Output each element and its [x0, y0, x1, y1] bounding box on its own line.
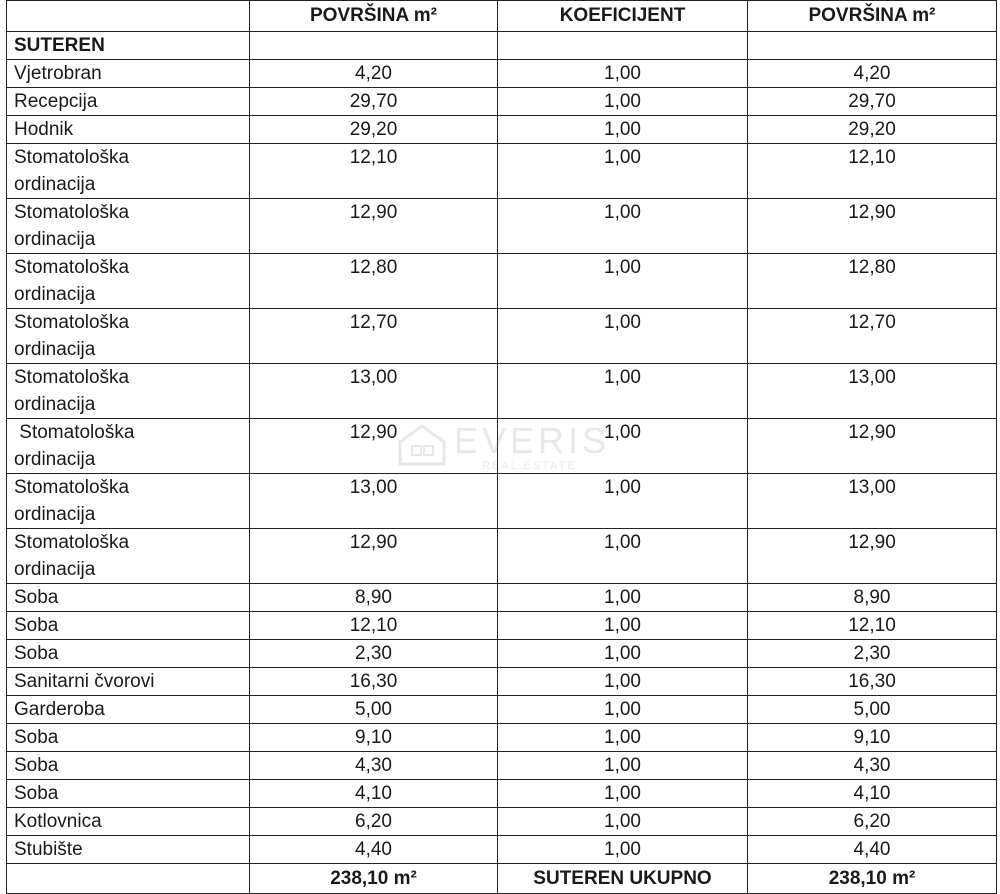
- table-row: [7, 780, 997, 808]
- header-cell-area: POVRŠINA m²: [250, 1, 498, 32]
- table-row: [7, 696, 997, 724]
- coefficient-cell: 1,00: [498, 529, 748, 584]
- room-name-cell: Garderoba: [7, 696, 250, 724]
- coefficient-cell: 1,00: [498, 780, 748, 808]
- section-empty-cell: [748, 32, 997, 60]
- room-name-cell: Stomatološka ordinacija: [7, 254, 250, 309]
- coefficient-cell: 1,00: [498, 199, 748, 254]
- coefficient-cell: 1,00: [498, 836, 748, 864]
- watermark-brand: EVERIS: [454, 420, 611, 461]
- table-row: [7, 116, 997, 144]
- total-area-cell: 12,90: [748, 419, 997, 474]
- section-label: SUTEREN: [7, 32, 250, 60]
- table-row: [7, 254, 997, 309]
- coefficient-cell: 1,00: [498, 116, 748, 144]
- area-cell: 5,00: [250, 696, 498, 724]
- coefficient-cell: 1,00: [498, 724, 748, 752]
- table-row: [7, 88, 997, 116]
- room-name-cell: Kotlovnica: [7, 808, 250, 836]
- area-cell: 4,30: [250, 752, 498, 780]
- total-area-final: 238,10 m²: [748, 864, 997, 894]
- table-row: [7, 529, 997, 584]
- room-name-cell: Soba: [7, 584, 250, 612]
- table-row: [7, 419, 997, 474]
- total-area-cell: 13,00: [748, 474, 997, 529]
- room-name-cell: Hodnik: [7, 116, 250, 144]
- total-area-cell: 12,10: [748, 612, 997, 640]
- coefficient-cell: 1,00: [498, 88, 748, 116]
- coefficient-cell: 1,00: [498, 60, 748, 88]
- table-row: [7, 199, 997, 254]
- room-name-cell: Soba: [7, 752, 250, 780]
- coefficient-cell: 1,00: [498, 752, 748, 780]
- area-cell: 8,90: [250, 584, 498, 612]
- area-cell: 12,70: [250, 309, 498, 364]
- total-area-cell: 8,90: [748, 584, 997, 612]
- total-area-cell: 9,10: [748, 724, 997, 752]
- table-row: [7, 808, 997, 836]
- total-area-cell: 13,00: [748, 364, 997, 419]
- table-row: [7, 60, 997, 88]
- room-name-cell: Soba: [7, 612, 250, 640]
- coefficient-cell: 1,00: [498, 419, 748, 474]
- total-area-cell: 6,20: [748, 808, 997, 836]
- total-area-cell: 5,00: [748, 696, 997, 724]
- table-row: [7, 640, 997, 668]
- total-row: [7, 864, 997, 894]
- room-name-cell: Soba: [7, 640, 250, 668]
- coefficient-cell: 1,00: [498, 612, 748, 640]
- area-cell: 2,30: [250, 640, 498, 668]
- total-area-cell: 29,20: [748, 116, 997, 144]
- room-name-cell: Stomatološka ordinacija: [7, 529, 250, 584]
- room-name-cell: Stubište: [7, 836, 250, 864]
- total-area-cell: 16,30: [748, 668, 997, 696]
- total-area-cell: 4,20: [748, 60, 997, 88]
- total-area-cell: 4,30: [748, 752, 997, 780]
- area-cell: 4,40: [250, 836, 498, 864]
- coefficient-cell: 1,00: [498, 808, 748, 836]
- header-cell-total-area: POVRŠINA m²: [748, 1, 997, 32]
- room-name-cell: Stomatološka ordinacija: [7, 309, 250, 364]
- area-cell: 12,90: [250, 529, 498, 584]
- table-row: [7, 144, 997, 199]
- total-area-cell: 4,40: [748, 836, 997, 864]
- table-row: [7, 612, 997, 640]
- section-empty-cell: [250, 32, 498, 60]
- room-name-cell: Stomatološka ordinacija: [7, 199, 250, 254]
- total-area-cell: 4,10: [748, 780, 997, 808]
- table-row: [7, 474, 997, 529]
- area-cell: 16,30: [250, 668, 498, 696]
- table-row: [7, 724, 997, 752]
- area-cell: 12,10: [250, 144, 498, 199]
- header-cell-coefficient: KOEFICIJENT: [498, 1, 748, 32]
- room-name-cell: Stomatološka ordinacija: [7, 474, 250, 529]
- room-name-cell: Recepcija: [7, 88, 250, 116]
- watermark-subtitle: REAL ESTATE: [482, 460, 577, 472]
- coefficient-cell: 1,00: [498, 474, 748, 529]
- header-row: [7, 1, 997, 32]
- room-name-cell: Stomatološka ordinacija: [7, 144, 250, 199]
- total-area-cell: 12,10: [748, 144, 997, 199]
- total-area-cell: 12,90: [748, 199, 997, 254]
- coefficient-cell: 1,00: [498, 668, 748, 696]
- coefficient-cell: 1,00: [498, 364, 748, 419]
- room-name-cell: Soba: [7, 724, 250, 752]
- total-area-sum: 238,10 m²: [250, 864, 498, 894]
- area-cell: 12,90: [250, 419, 498, 474]
- coefficient-cell: 1,00: [498, 309, 748, 364]
- coefficient-cell: 1,00: [498, 584, 748, 612]
- total-area-cell: 2,30: [748, 640, 997, 668]
- total-area-cell: 12,80: [748, 254, 997, 309]
- room-name-cell: Vjetrobran: [7, 60, 250, 88]
- area-cell: 12,80: [250, 254, 498, 309]
- table-row: [7, 836, 997, 864]
- room-name-cell: Stomatološka ordinacija: [7, 419, 250, 474]
- table-row: [7, 668, 997, 696]
- total-label: SUTEREN UKUPNO: [498, 864, 748, 894]
- area-cell: 12,90: [250, 199, 498, 254]
- area-cell: 29,70: [250, 88, 498, 116]
- coefficient-cell: 1,00: [498, 640, 748, 668]
- area-cell: 13,00: [250, 364, 498, 419]
- coefficient-cell: 1,00: [498, 696, 748, 724]
- table-row: [7, 364, 997, 419]
- total-area-cell: 12,70: [748, 309, 997, 364]
- header-cell-name: [7, 1, 250, 32]
- area-table: [6, 0, 997, 894]
- coefficient-cell: 1,00: [498, 144, 748, 199]
- total-empty-cell: [7, 864, 250, 894]
- area-cell: 6,20: [250, 808, 498, 836]
- room-name-cell: Stomatološka ordinacija: [7, 364, 250, 419]
- room-name-cell: Sanitarni čvorovi: [7, 668, 250, 696]
- total-area-cell: 12,90: [748, 529, 997, 584]
- area-cell: 13,00: [250, 474, 498, 529]
- area-cell: 4,20: [250, 60, 498, 88]
- area-cell: 9,10: [250, 724, 498, 752]
- area-cell: 12,10: [250, 612, 498, 640]
- room-name-cell: Soba: [7, 780, 250, 808]
- area-cell: 29,20: [250, 116, 498, 144]
- area-cell: 4,10: [250, 780, 498, 808]
- table-row: [7, 752, 997, 780]
- table-row: [7, 309, 997, 364]
- table-row: [7, 584, 997, 612]
- section-empty-cell: [498, 32, 748, 60]
- coefficient-cell: 1,00: [498, 254, 748, 309]
- total-area-cell: 29,70: [748, 88, 997, 116]
- section-row: [7, 32, 997, 60]
